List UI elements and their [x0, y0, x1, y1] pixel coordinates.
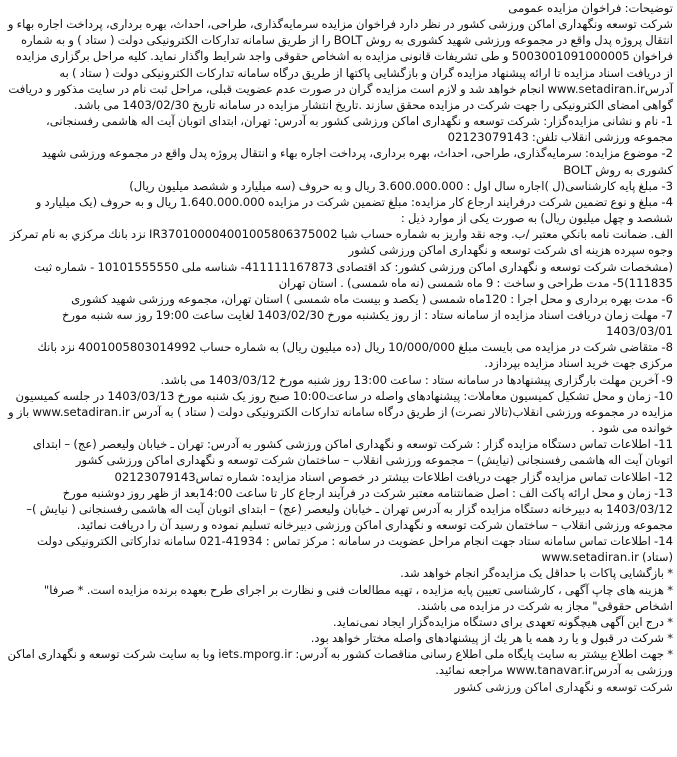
issuer-signature-line: شرکت توسعه و نگهداری اماکن ورزشی کشور	[454, 679, 673, 694]
notice-paragraph: * شرکت در قبول و یا رد همه یا هر یك از پیشنهادهای واصله مختار خواهد بود.	[310, 631, 673, 646]
notice-paragraph: * بازگشایی پاکات با حداقل یک مزایده‌گر انجام خواهد شد.	[400, 566, 673, 581]
notice-paragraph: (مشخصات شرکت توسعه و نگهداری اماکن ورزشی کشور: کد اقتصادی 411111167873- شناسه ملی 10101555550 - شماره ثبت 111835)5- مدت طراحی و ساخت : 9 ماه شمسی (نه ماه شمسی) . استان تهران	[33, 259, 673, 290]
notice-paragraph: 11- اطلاعات تماس دستگاه مزایده گزار : شرکت توسعه و نگهداری اماکن ورزشی کشور به آدرس: تهران ـ خیابان ولیعصر (عج) – ابتدای اتوبان آیت اله هاشمی رفسنجانی (نیایش) – مجموعه ورزشی انقلاب – ساختمان شرکت توسعه و نگهداری اماکن ورزشی کشور	[32, 437, 673, 468]
notice-paragraph: 7- مهلت زمان دریافت اسناد مزایده از سامانه ستاد : از روز یکشنبه مورخ 1403/02/30 لغایت ساعت 19:00 روز سه شنبه مورخ 1403/03/01	[61, 307, 673, 339]
notice-paragraph: 8- متقاضی شرکت در مزایده می بایست مبلغ 10/000/000 ریال (ده میلیون ریال) به شماره حساب 4001005803014992 نزد بانك مرکزی جهت خرید اسناد مزایده بپردازد.	[37, 340, 673, 371]
notice-paragraph: * جهت اطلاع بیشتر به سایت پایگاه ملی اطلاع رسانی مناقصات کشور به آدرس: iets.mporg.ir وبا به سایت شرکت توسعه و نگهداری اماکن ورزشی به آدرسwww.tanavar.ir مراجعه نمائید.	[7, 647, 673, 678]
notice-paragraph: 13- زمان و محل ارائه پاکت الف : اصل ضمانتنامه معتبر شرکت در فرآیند ارجاع کار تا ساعت 14:00بعد از ظهر روز دوشنبه مورخ 1403/03/12 به دبیرخانه دستگاه مزایده گزار به آدرس تهران ـ خیابان ولیعصر (عج) – ابتدای اتوبان آیت اله هاشمی رفسنجانی ( نیایش )– مجموعه ورزشی انقلاب – ساختمان شرکت توسعه و نگهداری اماکن ورزشی دبیرخانه تسلیم نموده و رسید آن را دریافت نمائید.	[26, 485, 673, 532]
notice-paragraph: 1- نام و نشانی مزایده‌گزار: شرکت توسعه و نگهداری اماکن ورزشی کشور به آدرس: تهران، ابتدای اتوبان آیت اله هاشمی رفسنجانی، مجموعه ورزشی انقلاب تلفن: 02123079143	[45, 114, 673, 145]
notice-paragraph: * هزینه های چاپ آگهی ، کارشناسی تعیین پایه مزایده ، تهیه مطالعات فنی و نظارت بر اجرای طرح بعهده برنده مزایده است. * صرفا" اشخاص حقوقی" مجاز به شرکت در مزایده می باشند.	[43, 582, 673, 613]
notice-heading: توضیحات: فراخوان مزایده عمومی	[508, 1, 673, 15]
notice-paragraph: الف. ضمانت نامه بانكي معتبر /ب. وجه نقد واریز به شماره حساب شبا IR370100004001005806375002 نزد بانك مركزي به نام تمرکز وجوه سپرده هزینه ای شرکت توسعه و نگهداری اماکن ورزشی کشور	[10, 227, 673, 258]
notice-body	[4, 0, 673, 679]
notice-paragraph: 10- زمان و محل تشکیل کمیسیون معاملات: پیشنهادهای واصله در ساعت10:00 صبح روز یک شنبه مورخ 1403/03/13 در جلسه کمیسیون مزایده در مجموعه ورزشی انقلاب(تالار نصرت) از طریق درگاه سامانه تدارکات الکترونیکی دولت ( ستاد ) به آدرس www.setadiran.ir باز و خوانده می شود .	[8, 388, 673, 436]
notice-paragraph: 14- اطلاعات تماس سامانه ستاد جهت انجام مراحل عضویت در سامانه : مرکز تماس : 41934-021 سامانه تدارکاتی الکترونیکی دولت (ستاد) www.setadiran.ir	[36, 534, 673, 565]
notice-paragraph: 12- اطلاعات تماس مزایده گزار جهت دریافت اطلاعات بیشتر در خصوص اسناد مزایده: شماره تماس02123079143	[114, 469, 673, 484]
notice-paragraph: شرکت توسعه ونگهداری اماکن ورزشی کشور در نظر دارد فراخوان مزایده سرمایه‌گذاری، طراحی، احداث، بهره برداری، پرداخت اجاره بهاء و انتقال پروژه پدل واقع در مجموعه ورزشی شهید کشوری به روش BOLT را از طریق سامانه تدارکات الکترونیکی دولت ( ستاد ) و به شماره فراخوان 5003001091000005 و طی تشریفات قانونی مزایده به اشخاص حقوقی واجد شرایط واگذار نماید. کلیه مراحل برگزاری مزایده از دریافت اسناد مزایده تا ارائه پیشنهاد مزایده گران و بازگشایی پاکتها از طریق درگاه سامانه تدارکات الکترونیکی دولت ( ستاد ) به آدرسwww.setadiran.ir انجام خواهد شد و لازم است مزایده گران در صورت عدم عضویت قبلی، مراحل ثبت نام در سایت مذکور و دریافت گواهی امضای الکترونیکی را جهت شرکت در مزایده محقق سازند .تاریخ انتشار مزایده در سامانه تاریخ 1403/02/30 می باشد.	[7, 17, 673, 112]
notice-paragraph: 2- موضوع مزایده: سرمایه‌گذاری، طراحی، احداث، بهره برداری، پرداخت اجاره بهاء و انتقال پروژه پدل واقع در مجموعه ورزشی شهید کشوری به روش BOLT	[41, 146, 673, 177]
notice-paragraph: 6- مدت بهره برداری و محل اجرا : 120ماه شمسی ( یکصد و بیست ماه شمسی ) استان تهران، مجموعه ورزشی شهید کشوری	[71, 291, 673, 306]
notice-paragraph: 9- آخرین مهلت بارگزاری پیشنهادها در سامانه ستاد : ساعت 13:00 روز شنبه مورخ 1403/03/12 می باشد.	[160, 372, 673, 387]
notice-paragraph: * درج این آگهی هیچگونه تعهدی برای دستگاه مزایده‌گزار ایجاد نمی‌نماید.	[332, 614, 673, 629]
notice-paragraph: 4- مبلغ و نوع تضمین شرکت درفرایند ارجاع کار مزایده: مبلغ تضمین شرکت در مزایده 1.640.000.000 ریال و به حروف (یک میلیارد و ششصد و چهل میلیون ریال) به صورت یکی از موارد ذیل :	[35, 194, 673, 226]
notice-paragraph: 3- مبلغ پایه کارشناسی(ل )اجاره سال اول : 3.600.000.000 ریال و به حروف (سه میلیارد و ششصد میلیون ریال)	[129, 178, 673, 193]
